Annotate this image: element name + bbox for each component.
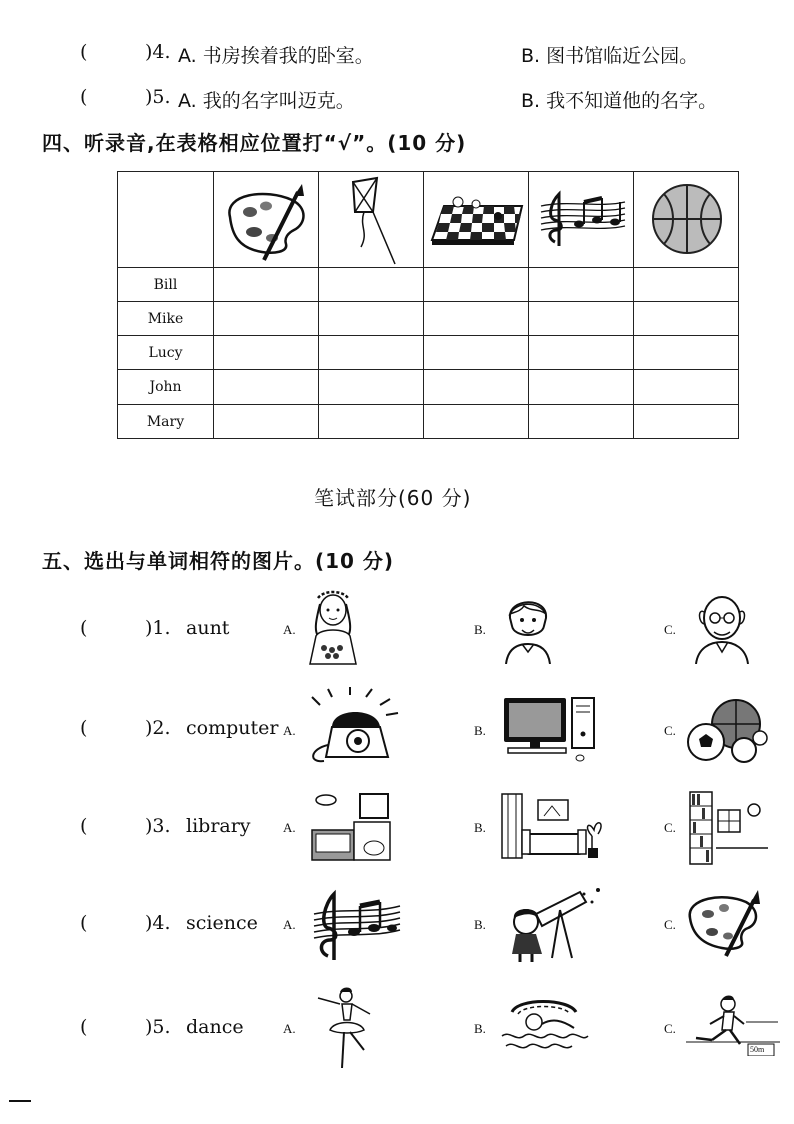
study-room-icon[interactable]	[308, 790, 394, 862]
table-row	[118, 370, 739, 405]
chess-board-icon	[424, 172, 529, 268]
runner-icon[interactable]	[686, 994, 780, 1056]
swimmer-icon[interactable]	[498, 992, 590, 1056]
answer-cell[interactable]	[319, 336, 424, 370]
answer-cell[interactable]	[634, 405, 739, 439]
living-room-icon[interactable]	[498, 790, 608, 862]
answer-cell[interactable]	[214, 336, 319, 370]
listening-table	[117, 171, 739, 439]
header-row	[118, 172, 739, 268]
answer-cell[interactable]	[634, 302, 739, 336]
option-a-label: A.	[283, 1021, 296, 1036]
basketball-icon	[634, 172, 739, 268]
answer-cell[interactable]	[424, 268, 529, 302]
answer-cell[interactable]	[319, 405, 424, 439]
table-row	[118, 268, 739, 302]
answer-cell[interactable]	[319, 370, 424, 405]
option-c-label: C.	[664, 723, 676, 738]
option-a-label: A.	[283, 622, 296, 637]
answer-cell[interactable]	[529, 336, 634, 370]
option-b-text: B. 图书馆临近公园。	[521, 45, 699, 67]
vocab-word: aunt	[186, 617, 230, 639]
answer-cell[interactable]	[424, 302, 529, 336]
option-c-label: C.	[664, 622, 676, 637]
vocab-word: dance	[186, 1016, 244, 1038]
section-5-title: 五、选出与单词相符的图片。(10 分)	[42, 549, 395, 573]
answer-paren[interactable]: (	[80, 41, 88, 63]
boy-icon[interactable]	[498, 592, 558, 664]
option-b-label: B.	[474, 820, 486, 835]
answer-cell[interactable]	[214, 405, 319, 439]
answer-cell[interactable]	[214, 302, 319, 336]
answer-cell[interactable]	[319, 268, 424, 302]
question-row	[80, 86, 87, 108]
answer-cell[interactable]	[214, 370, 319, 405]
question-number: )2.	[145, 717, 171, 739]
answer-cell[interactable]	[529, 370, 634, 405]
vocab-word: library	[186, 815, 251, 837]
table-row	[118, 405, 739, 439]
answer-cell[interactable]	[319, 302, 424, 336]
option-a-label: A.	[283, 820, 296, 835]
option-a-label: A.	[283, 723, 296, 738]
answer-cell[interactable]	[529, 268, 634, 302]
option-a-text: A. 书房挨着我的卧室。	[178, 45, 374, 67]
question-number: )5.	[145, 1016, 171, 1038]
answer-cell[interactable]	[634, 370, 739, 405]
question-number: )3.	[145, 815, 171, 837]
option-b-label: B.	[474, 1021, 486, 1036]
music-notes-icon[interactable]	[310, 884, 402, 962]
option-b-label: B.	[474, 723, 486, 738]
vocab-word: computer	[186, 717, 279, 739]
telescope-girl-icon[interactable]	[500, 884, 604, 964]
vocab-word: science	[186, 912, 258, 934]
answer-paren[interactable]: (	[80, 717, 88, 739]
answer-cell[interactable]	[529, 405, 634, 439]
student-name: Mike	[118, 302, 214, 336]
answer-paren[interactable]: (	[80, 912, 88, 934]
dancer-icon[interactable]	[312, 984, 376, 1074]
student-name: John	[118, 370, 214, 405]
distance-sign: 50m	[750, 1045, 765, 1054]
answer-cell[interactable]	[529, 302, 634, 336]
corner-cell	[118, 172, 214, 268]
option-a-label: A.	[283, 917, 296, 932]
palette-icon	[214, 172, 319, 268]
answer-cell[interactable]	[424, 336, 529, 370]
option-b-text: B. 我不知道他的名字。	[521, 90, 718, 112]
balls-icon[interactable]	[686, 698, 768, 764]
option-c-label: C.	[664, 917, 676, 932]
answer-cell[interactable]	[424, 405, 529, 439]
written-part-heading: 笔试部分(60 分)	[314, 486, 472, 510]
student-name: Lucy	[118, 336, 214, 370]
answer-cell[interactable]	[634, 268, 739, 302]
option-b-label: B.	[474, 917, 486, 932]
question-number: )5.	[145, 86, 171, 108]
answer-paren[interactable]: (	[80, 1016, 88, 1038]
student-name: Bill	[118, 268, 214, 302]
answer-paren[interactable]: (	[80, 86, 88, 108]
question-number: )4.	[145, 912, 171, 934]
table-row	[118, 336, 739, 370]
question-number: )1.	[145, 617, 171, 639]
answer-paren[interactable]: (	[80, 815, 88, 837]
answer-cell[interactable]	[214, 268, 319, 302]
music-notes-icon	[529, 172, 634, 268]
table-row	[118, 302, 739, 336]
answer-cell[interactable]	[634, 336, 739, 370]
palette-icon[interactable]	[684, 886, 766, 958]
old-man-icon[interactable]	[690, 592, 754, 664]
student-name: Mary	[118, 405, 214, 439]
woman-icon[interactable]	[302, 590, 364, 666]
question-row	[80, 41, 87, 63]
option-a-text: A. 我的名字叫迈克。	[178, 90, 355, 112]
telephone-icon[interactable]	[302, 687, 404, 765]
option-c-label: C.	[664, 1021, 676, 1036]
answer-paren[interactable]: (	[80, 617, 88, 639]
section-4-title: 四、听录音,在表格相应位置打“√”。(10 分)	[42, 131, 467, 155]
page-edge-mark	[9, 1100, 31, 1102]
computer-icon[interactable]	[500, 694, 600, 762]
kite-icon	[319, 172, 424, 268]
answer-cell[interactable]	[424, 370, 529, 405]
option-c-label: C.	[664, 820, 676, 835]
library-room-icon[interactable]	[688, 790, 770, 866]
question-number: )4.	[145, 41, 171, 63]
option-b-label: B.	[474, 622, 486, 637]
